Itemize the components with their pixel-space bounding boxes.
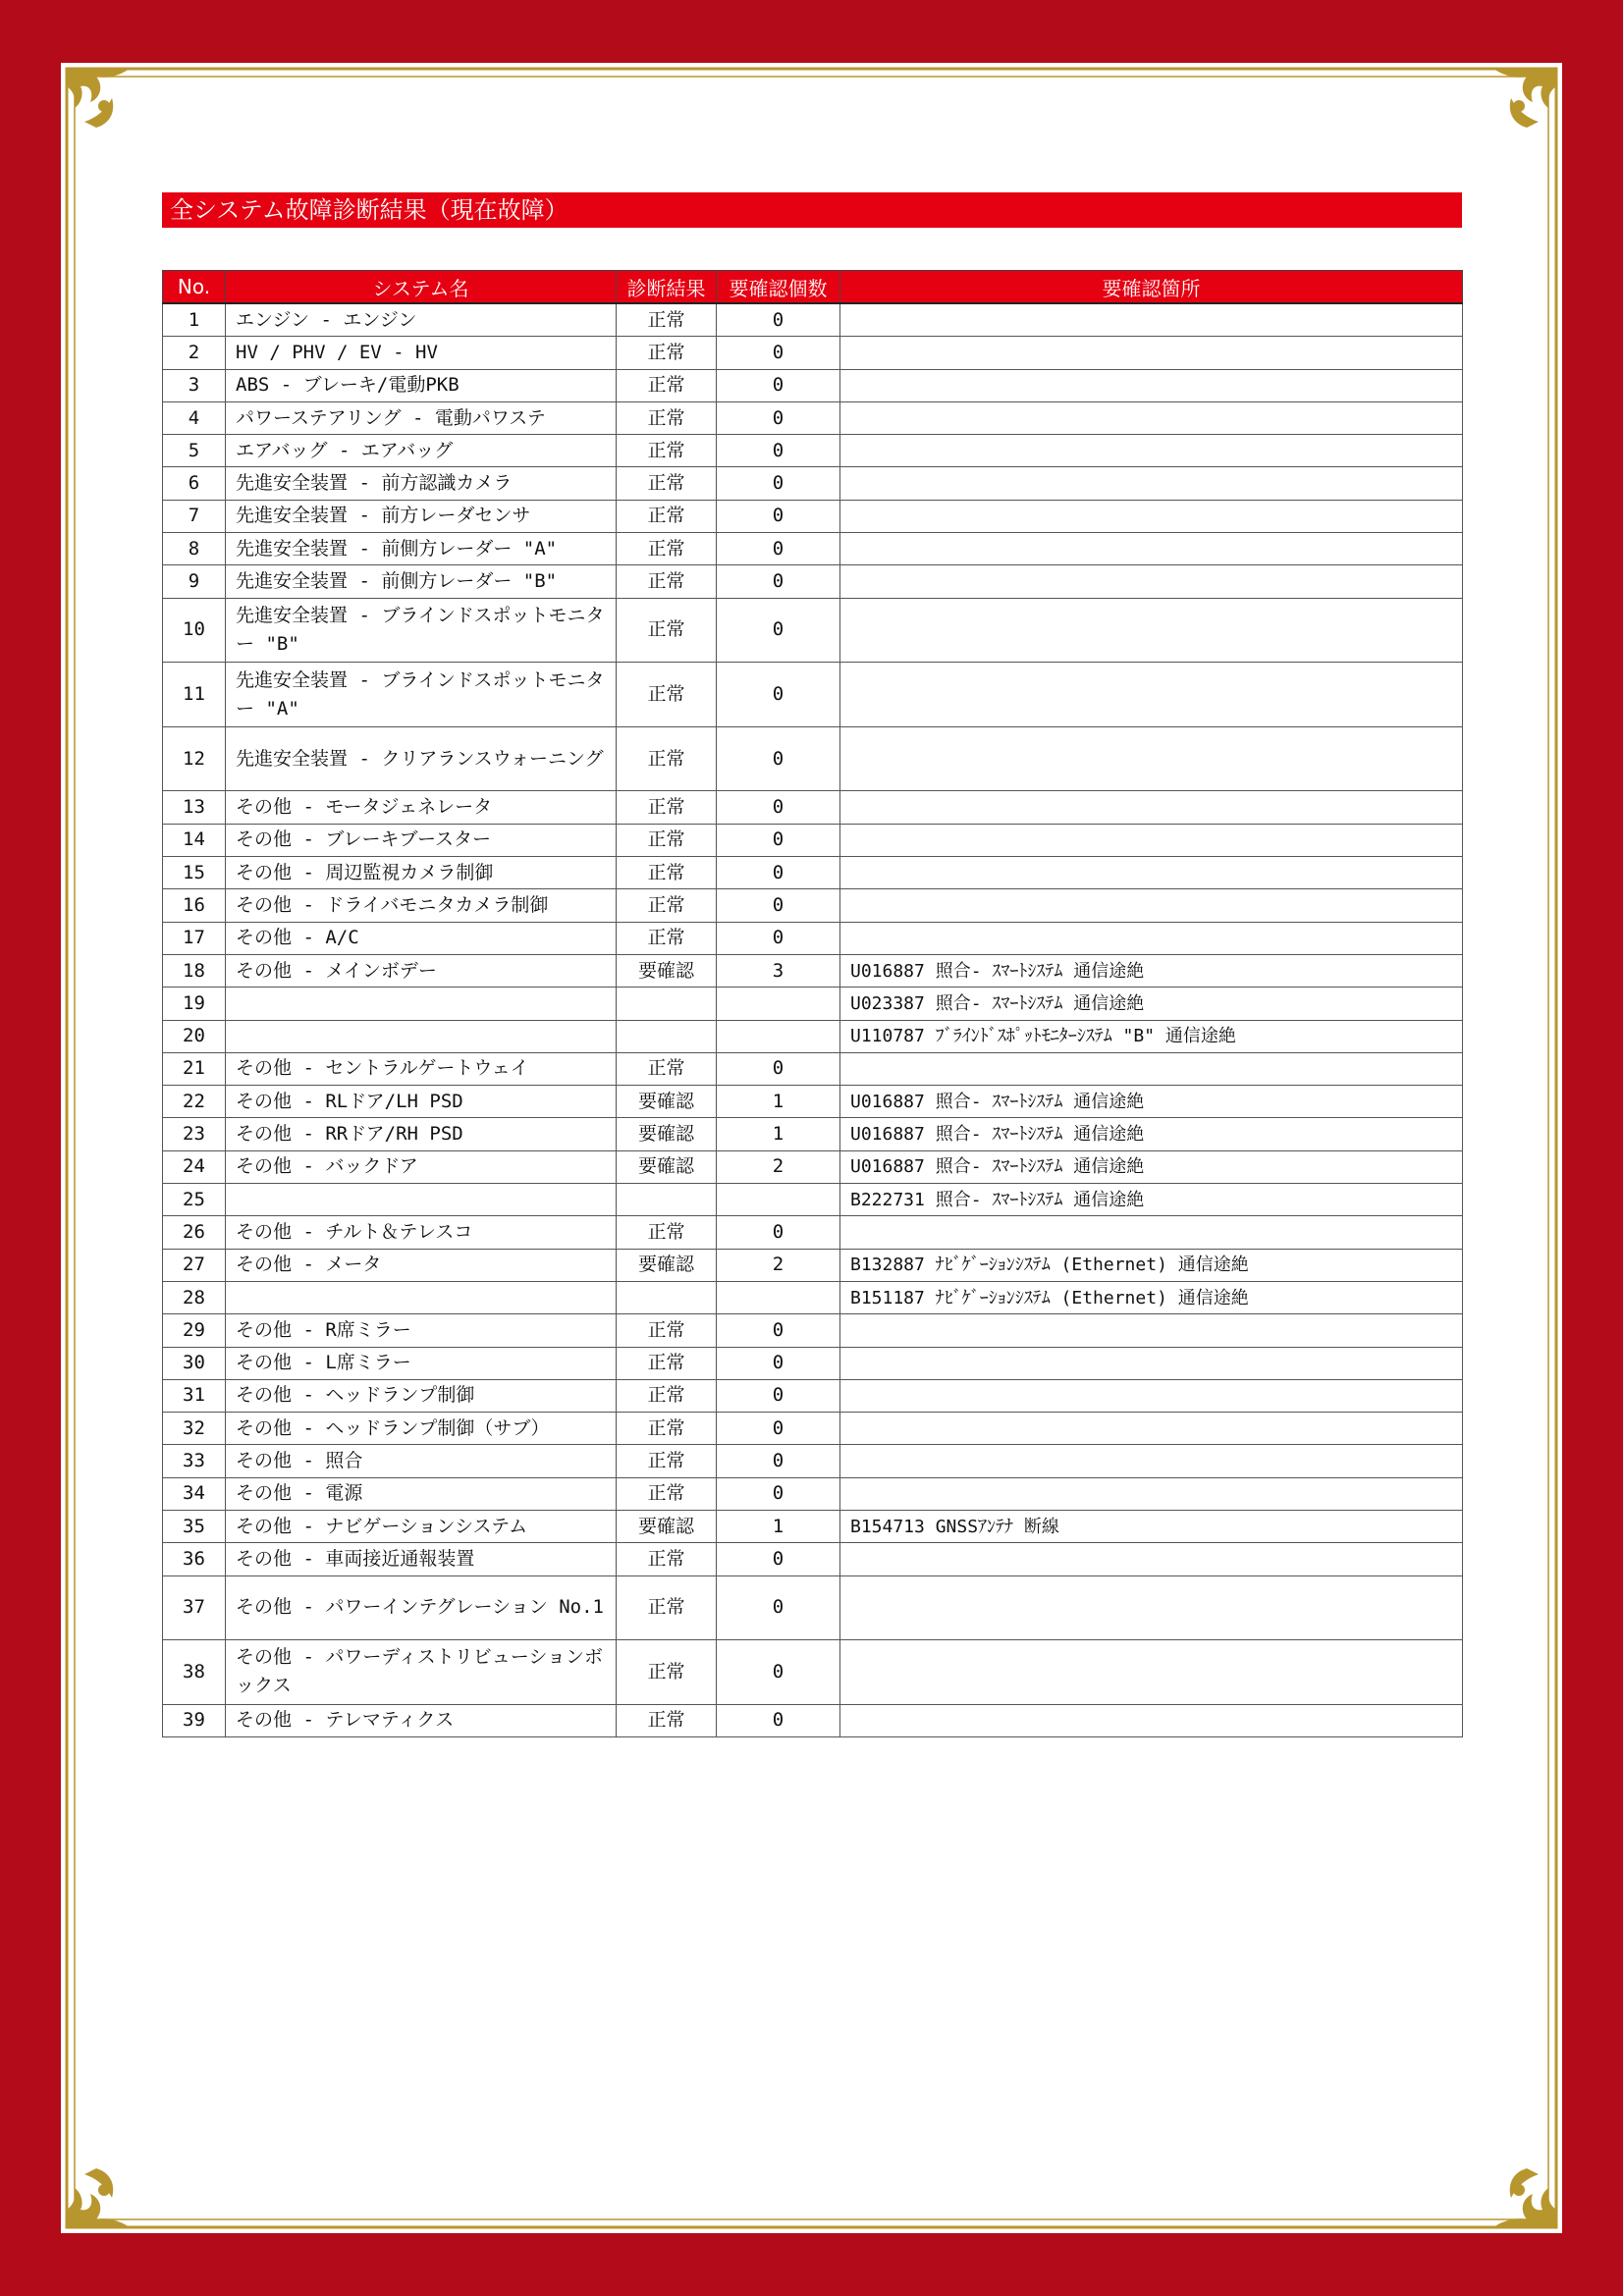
cell-check-location: [840, 791, 1463, 824]
corner-ornament-top-left: [67, 69, 130, 128]
table-row: [163, 401, 1463, 434]
table-row: [163, 1249, 1463, 1281]
cell-system-name: その他 - セントラルゲートウェイ: [226, 1052, 617, 1085]
cell-check-location: [840, 824, 1463, 856]
cell-no: 5: [163, 435, 226, 467]
cell-no: 35: [163, 1510, 226, 1542]
cell-no: 15: [163, 857, 226, 889]
cell-check-location: B154713 GNSSｱﾝﾃﾅ 断線: [840, 1510, 1463, 1542]
cell-system-name: その他 - バックドア: [226, 1150, 617, 1183]
table-row: [163, 857, 1463, 889]
cell-no: 14: [163, 824, 226, 856]
table-row: [163, 500, 1463, 532]
cell-check-count: 0: [717, 726, 840, 791]
table-row: [163, 1118, 1463, 1150]
cell-system-name: その他 - ナビゲーションシステム: [226, 1510, 617, 1542]
cell-check-count: 0: [717, 1445, 840, 1477]
cell-system-name: その他 - A/C: [226, 922, 617, 954]
table-row: [163, 1477, 1463, 1510]
cell-system-name: 先進安全装置 - 前側方レーダー "A": [226, 533, 617, 565]
table-row: [163, 1150, 1463, 1183]
cell-check-location: [840, 663, 1463, 727]
cell-check-count: 0: [717, 303, 840, 337]
cell-no: 32: [163, 1413, 226, 1445]
table-row: [163, 889, 1463, 922]
table-row: [163, 1281, 1463, 1313]
cell-no: 12: [163, 726, 226, 791]
cell-no: 11: [163, 663, 226, 727]
cell-system-name: エアバッグ - エアバッグ: [226, 435, 617, 467]
cell-check-location: [840, 726, 1463, 791]
cell-check-location: [840, 598, 1463, 663]
cell-check-count: [717, 1020, 840, 1052]
cell-no: 37: [163, 1575, 226, 1640]
cell-diagnosis-result: 正常: [617, 1575, 717, 1640]
diagnosis-table: [162, 270, 1463, 1737]
cell-no: 23: [163, 1118, 226, 1150]
cell-diagnosis-result: [617, 1184, 717, 1216]
cell-check-location: [840, 1575, 1463, 1640]
table-header-row: [163, 271, 1463, 304]
cell-diagnosis-result: 正常: [617, 435, 717, 467]
cell-check-count: 0: [717, 1575, 840, 1640]
cell-no: 16: [163, 889, 226, 922]
table-row: [163, 1184, 1463, 1216]
cell-no: 29: [163, 1314, 226, 1347]
cell-check-count: 0: [717, 889, 840, 922]
cell-no: 19: [163, 988, 226, 1020]
header-system-name: システム名: [226, 271, 617, 304]
table-row: [163, 598, 1463, 663]
cell-system-name: その他 - テレマティクス: [226, 1704, 617, 1736]
cell-system-name: その他 - ブレーキブースター: [226, 824, 617, 856]
table-row: [163, 1347, 1463, 1379]
cell-diagnosis-result: 正常: [617, 1314, 717, 1347]
cell-no: 27: [163, 1249, 226, 1281]
cell-check-location: [840, 1052, 1463, 1085]
cell-check-count: 3: [717, 954, 840, 987]
table-body: [163, 303, 1463, 1737]
cell-no: 17: [163, 922, 226, 954]
cell-system-name: その他 - RLドア/LH PSD: [226, 1086, 617, 1118]
cell-check-count: 0: [717, 1543, 840, 1575]
table-row: [163, 565, 1463, 598]
cell-check-location: [840, 1413, 1463, 1445]
cell-check-location: [840, 889, 1463, 922]
cell-system-name: 先進安全装置 - クリアランスウォーニング: [226, 726, 617, 791]
cell-diagnosis-result: 正常: [617, 1379, 717, 1412]
cell-diagnosis-result: 正常: [617, 1216, 717, 1249]
cell-diagnosis-result: 要確認: [617, 954, 717, 987]
table-row: [163, 1086, 1463, 1118]
cell-check-count: 0: [717, 1052, 840, 1085]
cell-check-count: 0: [717, 1640, 840, 1705]
cell-diagnosis-result: 要確認: [617, 1086, 717, 1118]
cell-check-location: U016887 照合- ｽﾏｰﾄｼｽﾃﾑ 通信途絶: [840, 1086, 1463, 1118]
cell-check-count: 2: [717, 1150, 840, 1183]
cell-check-location: [840, 1445, 1463, 1477]
table-row: [163, 1575, 1463, 1640]
cell-system-name: パワーステアリング - 電動パワステ: [226, 401, 617, 434]
cell-check-count: 0: [717, 533, 840, 565]
table-row: [163, 1052, 1463, 1085]
cell-diagnosis-result: 正常: [617, 1413, 717, 1445]
cell-check-count: [717, 1184, 840, 1216]
cell-system-name: その他 - 電源: [226, 1477, 617, 1510]
cell-check-location: [840, 500, 1463, 532]
cell-diagnosis-result: 要確認: [617, 1150, 717, 1183]
table-row: [163, 467, 1463, 500]
table-row: [163, 1379, 1463, 1412]
cell-diagnosis-result: 正常: [617, 1640, 717, 1705]
cell-diagnosis-result: 正常: [617, 1704, 717, 1736]
table-row: [163, 303, 1463, 337]
cell-check-location: [840, 857, 1463, 889]
cell-no: 28: [163, 1281, 226, 1313]
cell-check-count: 0: [717, 791, 840, 824]
cell-check-count: 0: [717, 1379, 840, 1412]
cell-no: 13: [163, 791, 226, 824]
cell-diagnosis-result: 正常: [617, 337, 717, 369]
cell-check-location: [840, 467, 1463, 500]
cell-diagnosis-result: 正常: [617, 889, 717, 922]
cell-check-location: [840, 1314, 1463, 1347]
cell-diagnosis-result: 正常: [617, 824, 717, 856]
cell-diagnosis-result: 正常: [617, 1445, 717, 1477]
cell-check-location: U110787 ﾌﾞﾗｲﾝﾄﾞｽﾎﾟｯﾄﾓﾆﾀｰｼｽﾃﾑ "B" 通信途絶: [840, 1020, 1463, 1052]
cell-diagnosis-result: [617, 988, 717, 1020]
cell-no: 26: [163, 1216, 226, 1249]
cell-check-count: 0: [717, 824, 840, 856]
cell-diagnosis-result: 正常: [617, 1052, 717, 1085]
report-paper: [61, 63, 1562, 2233]
cell-system-name: 先進安全装置 - 前方レーダセンサ: [226, 500, 617, 532]
cell-diagnosis-result: 正常: [617, 791, 717, 824]
cell-no: 31: [163, 1379, 226, 1412]
table-row: [163, 824, 1463, 856]
cell-check-location: [840, 1704, 1463, 1736]
table-row: [163, 1543, 1463, 1575]
table-row: [163, 1640, 1463, 1705]
cell-check-location: [840, 565, 1463, 598]
cell-check-count: 0: [717, 1477, 840, 1510]
cell-system-name: その他 - RRドア/RH PSD: [226, 1118, 617, 1150]
cell-check-count: 0: [717, 565, 840, 598]
cell-diagnosis-result: 正常: [617, 663, 717, 727]
cell-system-name: [226, 1020, 617, 1052]
cell-check-count: 0: [717, 1216, 840, 1249]
table-row: [163, 988, 1463, 1020]
cell-system-name: その他 - パワーインテグレーション No.1: [226, 1575, 617, 1640]
cell-diagnosis-result: 要確認: [617, 1118, 717, 1150]
cell-diagnosis-result: 正常: [617, 369, 717, 401]
cell-check-location: [840, 1640, 1463, 1705]
cell-check-count: 0: [717, 1347, 840, 1379]
cell-diagnosis-result: 正常: [617, 726, 717, 791]
table-row: [163, 791, 1463, 824]
cell-system-name: その他 - パワーディストリビューションボックス: [226, 1640, 617, 1705]
table-row: [163, 533, 1463, 565]
cell-no: 24: [163, 1150, 226, 1183]
cell-system-name: HV / PHV / EV - HV: [226, 337, 617, 369]
cell-check-location: B132887 ﾅﾋﾞｹﾞｰｼｮﾝｼｽﾃﾑ (Ethernet) 通信途絶: [840, 1249, 1463, 1281]
table-row: [163, 369, 1463, 401]
cell-diagnosis-result: 正常: [617, 1477, 717, 1510]
cell-system-name: その他 - ドライバモニタカメラ制御: [226, 889, 617, 922]
cell-no: 30: [163, 1347, 226, 1379]
corner-ornament-bottom-right: [1493, 2168, 1556, 2227]
cell-system-name: 先進安全装置 - ブラインドスポットモニター "A": [226, 663, 617, 727]
cell-check-location: U016887 照合- ｽﾏｰﾄｼｽﾃﾑ 通信途絶: [840, 954, 1463, 987]
cell-check-count: 1: [717, 1118, 840, 1150]
cell-system-name: その他 - 照合: [226, 1445, 617, 1477]
section-title: 全システム故障診断結果（現在故障）: [162, 192, 1462, 228]
cell-diagnosis-result: [617, 1281, 717, 1313]
cell-check-location: [840, 337, 1463, 369]
cell-check-location: [840, 1216, 1463, 1249]
cell-diagnosis-result: 正常: [617, 857, 717, 889]
cell-check-count: 0: [717, 435, 840, 467]
cell-system-name: [226, 1281, 617, 1313]
table-row: [163, 1413, 1463, 1445]
cell-diagnosis-result: 正常: [617, 401, 717, 434]
header-diagnosis-result: 診断結果: [617, 271, 717, 304]
cell-no: 20: [163, 1020, 226, 1052]
cell-system-name: その他 - メータ: [226, 1249, 617, 1281]
cell-check-count: 0: [717, 369, 840, 401]
cell-check-location: B222731 照合- ｽﾏｰﾄｼｽﾃﾑ 通信途絶: [840, 1184, 1463, 1216]
cell-check-location: U016887 照合- ｽﾏｰﾄｼｽﾃﾑ 通信途絶: [840, 1150, 1463, 1183]
cell-no: 10: [163, 598, 226, 663]
cell-check-count: 2: [717, 1249, 840, 1281]
cell-system-name: エンジン - エンジン: [226, 303, 617, 337]
cell-no: 18: [163, 954, 226, 987]
cell-diagnosis-result: [617, 1020, 717, 1052]
cell-diagnosis-result: 正常: [617, 565, 717, 598]
cell-no: 7: [163, 500, 226, 532]
cell-check-count: 0: [717, 857, 840, 889]
corner-ornament-top-right: [1493, 69, 1556, 128]
cell-no: 21: [163, 1052, 226, 1085]
table-row: [163, 1020, 1463, 1052]
cell-check-count: 0: [717, 337, 840, 369]
table-row: [163, 922, 1463, 954]
cell-check-location: [840, 1477, 1463, 1510]
cell-diagnosis-result: 正常: [617, 1543, 717, 1575]
cell-check-location: [840, 401, 1463, 434]
cell-system-name: その他 - ヘッドランプ制御（サブ）: [226, 1413, 617, 1445]
cell-system-name: 先進安全装置 - 前側方レーダー "B": [226, 565, 617, 598]
cell-no: 25: [163, 1184, 226, 1216]
cell-system-name: その他 - R席ミラー: [226, 1314, 617, 1347]
cell-no: 4: [163, 401, 226, 434]
cell-check-location: [840, 1543, 1463, 1575]
cell-check-location: [840, 533, 1463, 565]
cell-diagnosis-result: 正常: [617, 467, 717, 500]
cell-check-location: [840, 369, 1463, 401]
cell-no: 9: [163, 565, 226, 598]
cell-no: 3: [163, 369, 226, 401]
cell-system-name: 先進安全装置 - 前方認識カメラ: [226, 467, 617, 500]
cell-system-name: その他 - 車両接近通報装置: [226, 1543, 617, 1575]
cell-check-location: [840, 1347, 1463, 1379]
table-row: [163, 1445, 1463, 1477]
header-check-location: 要確認箇所: [840, 271, 1463, 304]
cell-system-name: その他 - チルト＆テレスコ: [226, 1216, 617, 1249]
cell-no: 33: [163, 1445, 226, 1477]
cell-system-name: その他 - メインボデー: [226, 954, 617, 987]
cell-system-name: 先進安全装置 - ブラインドスポットモニター "B": [226, 598, 617, 663]
cell-system-name: [226, 1184, 617, 1216]
cell-check-location: [840, 303, 1463, 337]
table-row: [163, 726, 1463, 791]
corner-ornament-bottom-left: [67, 2168, 130, 2227]
cell-check-location: U023387 照合- ｽﾏｰﾄｼｽﾃﾑ 通信途絶: [840, 988, 1463, 1020]
cell-check-count: [717, 988, 840, 1020]
table-row: [163, 663, 1463, 727]
table-row: [163, 1704, 1463, 1736]
cell-check-count: 0: [717, 401, 840, 434]
cell-check-count: 1: [717, 1086, 840, 1118]
cell-check-count: 0: [717, 500, 840, 532]
cell-check-count: 0: [717, 598, 840, 663]
cell-diagnosis-result: 正常: [617, 533, 717, 565]
cell-check-count: [717, 1281, 840, 1313]
cell-system-name: ABS - ブレーキ/電動PKB: [226, 369, 617, 401]
cell-no: 6: [163, 467, 226, 500]
header-no: No.: [163, 271, 226, 304]
cell-diagnosis-result: 要確認: [617, 1249, 717, 1281]
cell-check-location: [840, 435, 1463, 467]
cell-diagnosis-result: 正常: [617, 500, 717, 532]
cell-check-location: [840, 1379, 1463, 1412]
cell-check-location: B151187 ﾅﾋﾞｹﾞｰｼｮﾝｼｽﾃﾑ (Ethernet) 通信途絶: [840, 1281, 1463, 1313]
cell-check-count: 0: [717, 663, 840, 727]
table-row: [163, 435, 1463, 467]
table-row: [163, 337, 1463, 369]
table-row: [163, 1510, 1463, 1542]
cell-no: 8: [163, 533, 226, 565]
cell-no: 34: [163, 1477, 226, 1510]
cell-check-location: U016887 照合- ｽﾏｰﾄｼｽﾃﾑ 通信途絶: [840, 1118, 1463, 1150]
cell-system-name: その他 - 周辺監視カメラ制御: [226, 857, 617, 889]
cell-check-count: 0: [717, 1704, 840, 1736]
cell-no: 38: [163, 1640, 226, 1705]
cell-check-count: 0: [717, 1314, 840, 1347]
cell-system-name: その他 - モータジェネレータ: [226, 791, 617, 824]
cell-check-count: 0: [717, 467, 840, 500]
cell-diagnosis-result: 正常: [617, 1347, 717, 1379]
cell-check-count: 1: [717, 1510, 840, 1542]
cell-system-name: [226, 988, 617, 1020]
cell-check-location: [840, 922, 1463, 954]
cell-no: 36: [163, 1543, 226, 1575]
table-row: [163, 1216, 1463, 1249]
cell-diagnosis-result: 要確認: [617, 1510, 717, 1542]
cell-no: 22: [163, 1086, 226, 1118]
header-check-count: 要確認個数: [717, 271, 840, 304]
cell-check-count: 0: [717, 922, 840, 954]
cell-diagnosis-result: 正常: [617, 598, 717, 663]
cell-diagnosis-result: 正常: [617, 922, 717, 954]
cell-system-name: その他 - ヘッドランプ制御: [226, 1379, 617, 1412]
cell-no: 2: [163, 337, 226, 369]
cell-check-count: 0: [717, 1413, 840, 1445]
cell-system-name: その他 - L席ミラー: [226, 1347, 617, 1379]
cell-no: 1: [163, 303, 226, 337]
cell-diagnosis-result: 正常: [617, 303, 717, 337]
cell-no: 39: [163, 1704, 226, 1736]
table-row: [163, 954, 1463, 987]
table-row: [163, 1314, 1463, 1347]
